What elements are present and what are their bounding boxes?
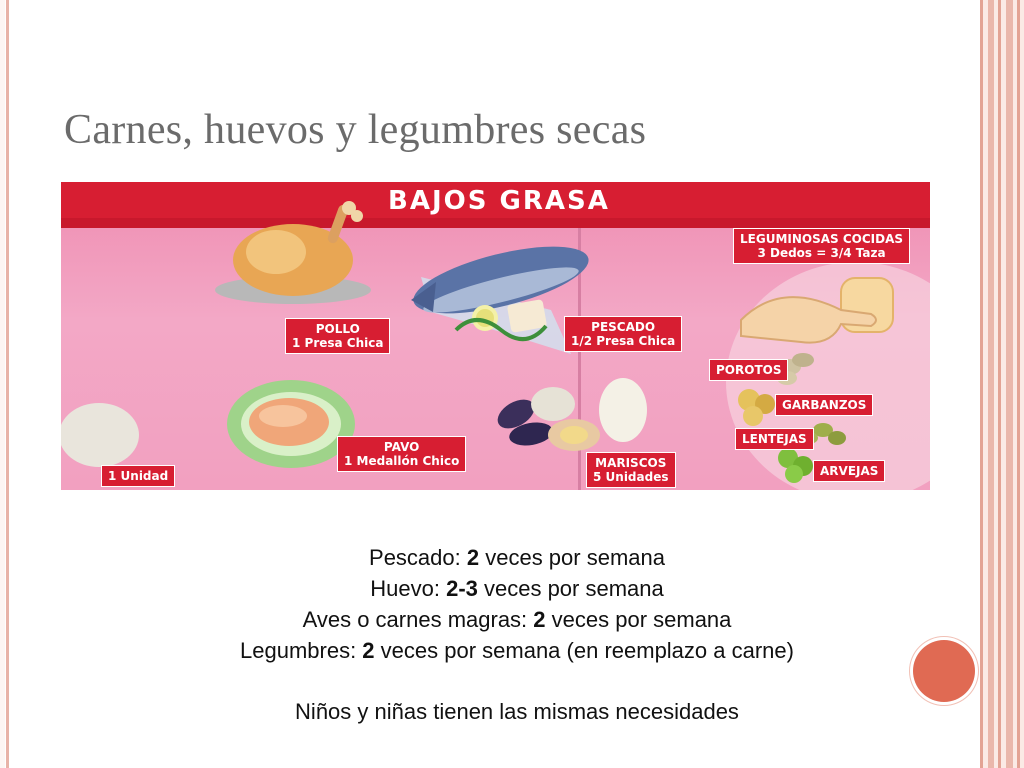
rec-frequency: veces por semana (en reemplazo a carne): [374, 638, 794, 663]
label-lentejas-name: LENTEJAS: [742, 432, 807, 446]
stripe-1: [980, 0, 983, 768]
label-mariscos: [586, 452, 676, 488]
seafood-illustration: [493, 378, 647, 451]
label-pescado-portion: 1/2 Presa Chica: [571, 334, 676, 348]
recommendation-aves: [160, 604, 874, 635]
label-mariscos-portion: 5 Unidades: [593, 470, 669, 484]
slide-left-margin: [0, 0, 5, 768]
rec-label: Aves o carnes magras:: [302, 607, 534, 632]
rec-amount: 2: [362, 638, 375, 663]
recommendations-text: [160, 542, 874, 666]
slide-title: Carnes, huevos y legumbres secas: [64, 107, 647, 153]
label-arvejas: [813, 460, 885, 482]
stripe-3: [998, 0, 1001, 768]
label-pavo: [337, 436, 466, 472]
stripe-5: [1017, 0, 1020, 768]
rec-frequency: veces por semana: [477, 576, 664, 601]
label-leguminosas-name: LEGUMINOSAS COCIDAS: [740, 232, 904, 246]
egg-illustration: [61, 403, 139, 467]
label-huevo-portion: 1 Unidad: [108, 469, 169, 483]
label-lentejas: [735, 428, 814, 450]
rec-frequency: veces por semana: [479, 545, 665, 570]
rec-frequency: veces por semana: [545, 607, 732, 632]
label-pescado: [564, 316, 682, 352]
decorative-circle: [913, 640, 975, 702]
label-pollo-name: POLLO: [315, 322, 360, 336]
slide-left-border: [6, 0, 9, 768]
label-leguminosas-portion: 3 Dedos = 3/4 Taza: [757, 246, 886, 260]
rec-label: Huevo:: [370, 576, 447, 601]
rec-amount: 2-3: [446, 576, 478, 601]
label-porotos: [709, 359, 788, 381]
closing-note: Niños y niñas tienen las mismas necesidades: [295, 699, 739, 724]
label-pollo-portion: 1 Presa Chica: [292, 336, 384, 350]
decorative-right-stripes: [980, 0, 1024, 768]
food-portion-poster: [61, 182, 930, 490]
label-arvejas-name: ARVEJAS: [820, 464, 879, 478]
stripe-4: [1006, 0, 1013, 768]
rec-amount: 2: [533, 607, 546, 632]
label-mariscos-name: MARISCOS: [595, 456, 667, 470]
label-pescado-name: PESCADO: [591, 320, 656, 334]
turkey-illustration: [227, 380, 355, 468]
label-pollo: [285, 318, 390, 354]
recommendation-legumbres: [160, 635, 874, 666]
label-leguminosas: [733, 228, 910, 264]
stripe-2: [988, 0, 994, 768]
label-pavo-portion: 1 Medallón Chico: [344, 454, 460, 468]
rec-amount: 2: [466, 545, 480, 570]
label-porotos-name: POROTOS: [716, 363, 782, 377]
label-pavo-name: PAVO: [383, 440, 420, 454]
recommendation-huevo: [160, 573, 874, 604]
rec-label: Legumbres:: [240, 638, 363, 663]
recommendation-pescado: [160, 542, 874, 573]
label-garbanzos: [775, 394, 873, 416]
label-garbanzos-name: GARBANZOS: [782, 398, 867, 412]
label-huevo: [101, 465, 175, 487]
poster-title: BAJOS GRASA: [388, 186, 610, 216]
chicken-illustration: [215, 201, 371, 304]
rec-label: Pescado:: [369, 545, 467, 570]
